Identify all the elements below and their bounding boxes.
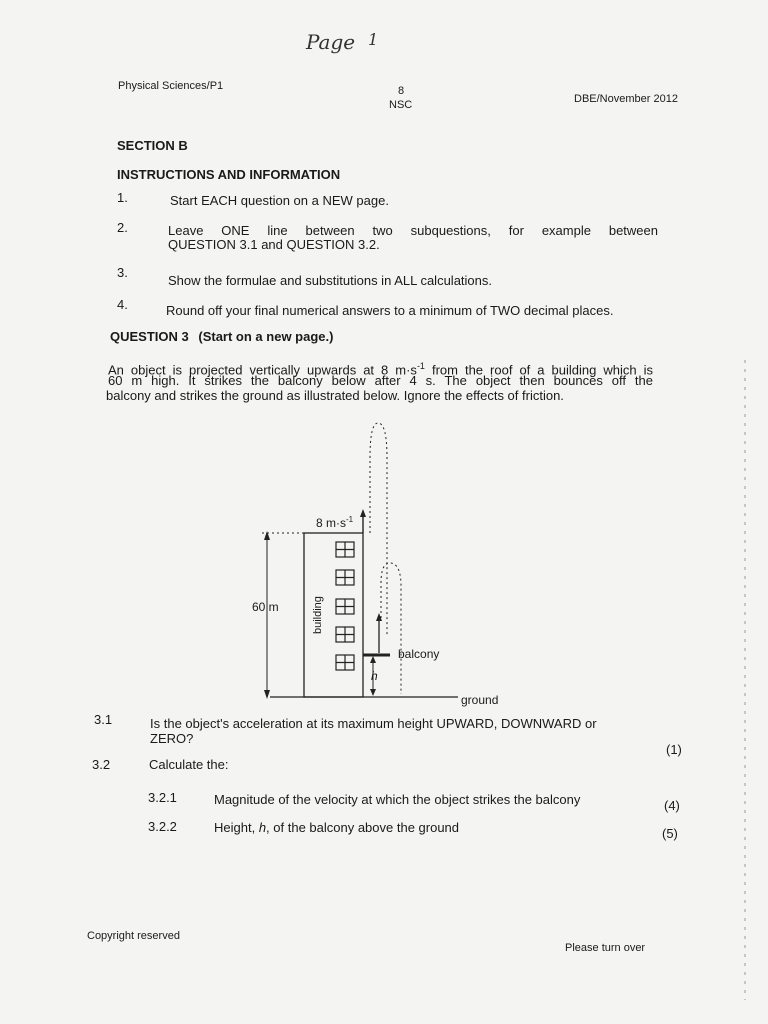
section-title: SECTION B (117, 138, 188, 153)
instruction-text: Show the formulae and substitutions in ALL calculations. (168, 273, 492, 288)
question-3-2-text: Calculate the: (149, 757, 229, 772)
scan-edge-marks (744, 360, 746, 1000)
velocity-label: 8 $m\cdot s^{-1}$ (316, 515, 354, 530)
height-label: 60 m (252, 600, 279, 614)
instruction-number: 3. (117, 265, 128, 280)
instruction-text-continued: QUESTION 3.1 and QUESTION 3.2. (168, 237, 380, 252)
building-label: building (312, 596, 324, 634)
question-3-1-number: 3.1 (94, 712, 113, 727)
handwritten-page-number: 1 (368, 30, 379, 49)
question-heading (110, 329, 333, 344)
handwritten-page-word: Page (306, 30, 356, 54)
instruction-text: Start EACH question on a NEW page. (170, 193, 389, 208)
question-3-1-marks: (1) (666, 742, 682, 757)
question-intro-line: An object is projected vertically upwards at 8 $m\cdot s^{-1}$ from the roof of a building which is (108, 361, 653, 378)
question-3-2-2-text: Height, h, of the balcony above the ground (214, 820, 460, 835)
footer-copyright: Copyright reserved (87, 930, 180, 942)
instruction-number: 4. (117, 297, 128, 312)
question-note: (Start on a new page.) (198, 329, 334, 344)
h-label: h (371, 669, 378, 683)
question-3-2-2-marks: (5) (662, 826, 678, 841)
instruction-text: Round off your final numerical answers to a minimum of TWO decimal places. (166, 303, 614, 318)
instruction-text: Leave ONE line between two subquestions, for example between (168, 223, 658, 238)
question-3-2-1-marks: (4) (664, 798, 680, 813)
question-3-2-number: 3.2 (92, 757, 111, 772)
instruction-number: 2. (117, 220, 128, 235)
question-3-2-1-text: Magnitude of the velocity at which the object strikes the balcony (214, 792, 581, 807)
question-3-2-2-number: 3.2.2 (148, 819, 177, 834)
question-intro-line: balcony and strikes the ground as illustrated below. Ignore the effects of friction. (106, 388, 564, 403)
instructions-title: INSTRUCTIONS AND INFORMATION (117, 167, 341, 182)
header-code: NSC (389, 99, 413, 111)
ground-label: ground (461, 693, 499, 707)
question-3-1-text: Is the object's acceleration at its maximum height UPWARD, DOWNWARD or (150, 716, 597, 731)
balcony-label: balcony (398, 647, 440, 661)
question-number: QUESTION 3 (110, 329, 189, 344)
header-exam: DBE/November 2012 (574, 93, 678, 105)
question-3-2-1-number: 3.2.1 (148, 790, 177, 805)
building-windows (336, 542, 354, 670)
header-subject: Physical Sciences/P1 (118, 80, 224, 92)
header-page-number: 8 (398, 85, 405, 97)
trajectory-bounce (381, 563, 401, 694)
question-intro-line: 60 m high. It strikes the balcony below after 4 s. The object then bounces off the (108, 373, 653, 388)
question-3-1-text-continued: ZERO? (150, 731, 194, 746)
footer-turn-over: Please turn over (565, 942, 646, 954)
instruction-number: 1. (117, 190, 128, 205)
trajectory-up-down (370, 423, 387, 636)
